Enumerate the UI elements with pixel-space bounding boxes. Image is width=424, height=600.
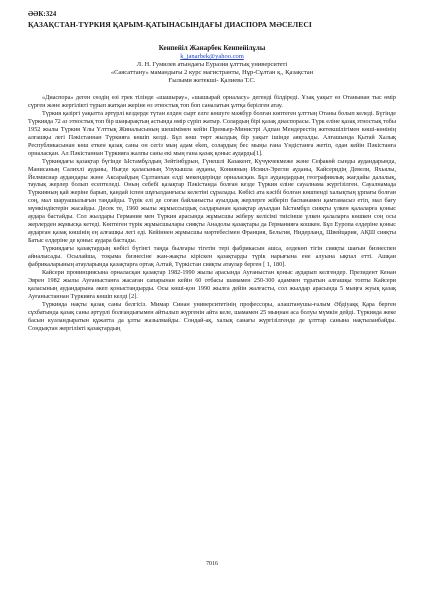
page-number: 7016: [206, 561, 218, 567]
author-program: «Саясаттану» мамандығы 2 курс магистранты, Нұр-Сұлтан қ., Қазақстан: [110, 69, 314, 76]
body-paragraph: Түркия қазіргі уақытта әртүрлі кездерде түтан елден сырт елге көшуге мәжбүр болған көптеген ұлттың Отаны болып келеді. Бүгінде Түркияда 72 аз этностық топ бір шаңырақтың астында өмір сүріп жатыр. Солардың бірі қазақ диаспорасы. Түрк еліне қазақ этностық тобы 1952 жылы Түркия Ұлы Үлттық Жиналысының шешімімен кейін Премьер-Министрі Адпан Мендерестің жетекшілігімен көші-көнінің алғашқы легі Пәкістаннан Түркияға көшіп келді. Бұл көш төрт жылдық бір уақыт ішінде аяқталды. Алғашында Қытай Халық Республикасынан көш еткен қазақ саны он сегіз мың адам еken, солардың бес мыңы ғана Үндістанға жетіп, одан кейін Пәкістанға орналасқан. Ал Пәкістаннан Түркияға жалпы саны екі мың ғана қазақ қоныс аударды[1].: [28, 109, 396, 157]
author-supervisor: Ғылыми жетекші- Қалиева Т.С.: [168, 77, 256, 84]
author-email-link[interactable]: k_janarbek@yahoo.com: [180, 53, 244, 60]
article-body: [28, 94, 396, 333]
author-name: Кенпейіл Жанарбек Кенпейілұлы: [158, 44, 266, 52]
body-paragraph: Кайсери провинциясына орналасқан қазақтар 1982-1990 жылы арасында Ауғаныстан қоныс аударып келгендер. Президент Кенан Эврен 1982 жылы Ауғаныстанға жасаған сапарынан кейін 60 отбасы шамамен 250-300 адаммен тұратын алғашқы топты Кайсери қаласының аудандарына әкеп қоныстандырды. Осы көші-қон 1990 жылға дейін жалғасты, сол жылдар арасында 5 мыңға жуық қазақ Ауғаныстаннан Түркияға көшіп келді [2].: [28, 268, 396, 300]
udc-code: ƏӘК:324: [28, 10, 57, 18]
body-paragraph: Түркиядағы қазақтар бүгінде Ыстамбұлдың Зейтінбұрын, Гүнешлі Казакент, Күчүкчекмеже және Сефакөй сынды аудандарында, Манисаның Салихлі ауданы, Нығде қаласының Улукышла ауданы, Конияның Исмил-Эрегли ауданы, Кайсеридің Девели, Яхьялы, Йелмисиар аудандары және Аксарайдың Сұлтанхан елді мекендерінде орналасқан. Бұл аудандардың географиялық жағдайы далалық, таулық жерлер болып есептеледі. Оның себебі қазақтар Пәкістанда болған кезде Түркия еліне сауалнама жүргізілген. Сауалнамада Түркияның қай жеріне барып, қандай іспен шұғылданғысы келетіні сұралады. Көбісі ата кәсібі болған көшпенді халықтың ұрпағы болған соң, мал шаруашылығын таңдайды. Түрік елі де соған байланысты ауылдық жерлерге жіберіп баспанамен қамтамасыз етіп, мал бағу мүмкіндіктерін жасайды. Десек те, 1960 жылы жұмыссыздық салдарынан қазақтар ауылдан Ыстамбұл сияқты үлкен қалаларға қоныс аудара бастайды. Сол жылдары Германия мен Түркия арасында жұмысшы жіберу келісімі тиісінше үлкен қалаларға көшкен соң осы жерлерден жұмысқа кетеді. Көптеген түрік жұмысшылары сияқты Анадолы қазақтары да Германияға кошкен. Бұл Еуропа елдеріне қоныс аударған қазақ көшінің ең алғашқы легі еді. Кейіннен жұмысшы мәртебесімен Франция, Бельгия, Нидерланд, Швейцария, АҚШ сияқты Батыс елдеріне де қоныс аудара бастады.: [28, 157, 396, 245]
article-title: ҚАЗАҚСТАН-ТҮРКИЯ ҚАРЫМ-ҚАТЫНАСЫНДАҒЫ ДИАСПОРА МӘСЕЛЕСІ: [28, 20, 312, 29]
body-paragraph: Түркиядағы қазақтардың көбісі бүгінгі таңда былғары тігетін тері фабрикасын ашса, әлдекөп тігін сияқты шағын бизнеспен айналысады. Осылайша, тоқыма бизнесіне жан-жақты кіріскен қазақтарды түрік нарығына ене алуына ықпал етті. Ашқан фабрикаларының атауларында қазақтарға ортақ Алтай, Түркістан сияқты атаулар берген [ 1, 180].: [28, 245, 396, 269]
author-block: [28, 44, 396, 85]
author-university: Л. Н. Гумилев атындағы Еуразия ұлттық университеті: [136, 61, 288, 68]
body-paragraph: «Диаспора» деген сөздің өзі грек тілінде «шашырау», «шашырай орналасу» дегенді білдіреді. Ұзақ уақыт өз Отанынан тыс өмір сүрген және жергілікті түрып жатқан жеріне өз этностық топ боп саналатын ұлтқа берілген атау.: [28, 94, 396, 109]
body-paragraph: Түркияда нақты қазақ саны белгісіз. Мимар Синан университетінің профессоры, алаштанушы-ғалым Әбдіуаққ Қара берген сұхбатында қазақ саны әртүрлі болғандығымен айтылып жүргенін айта келе, шамамен 25 мыңнан аса болуы мүмкін дейді. Түркияда жеке басын куәландыратын құжатта да ұлты жазылмайды. Сондай-ақ, халық санағы жүргізілгенде де ұлттар санына нақтыланбайды. Сондықтан жергілікті қазақтардың: [28, 300, 396, 332]
